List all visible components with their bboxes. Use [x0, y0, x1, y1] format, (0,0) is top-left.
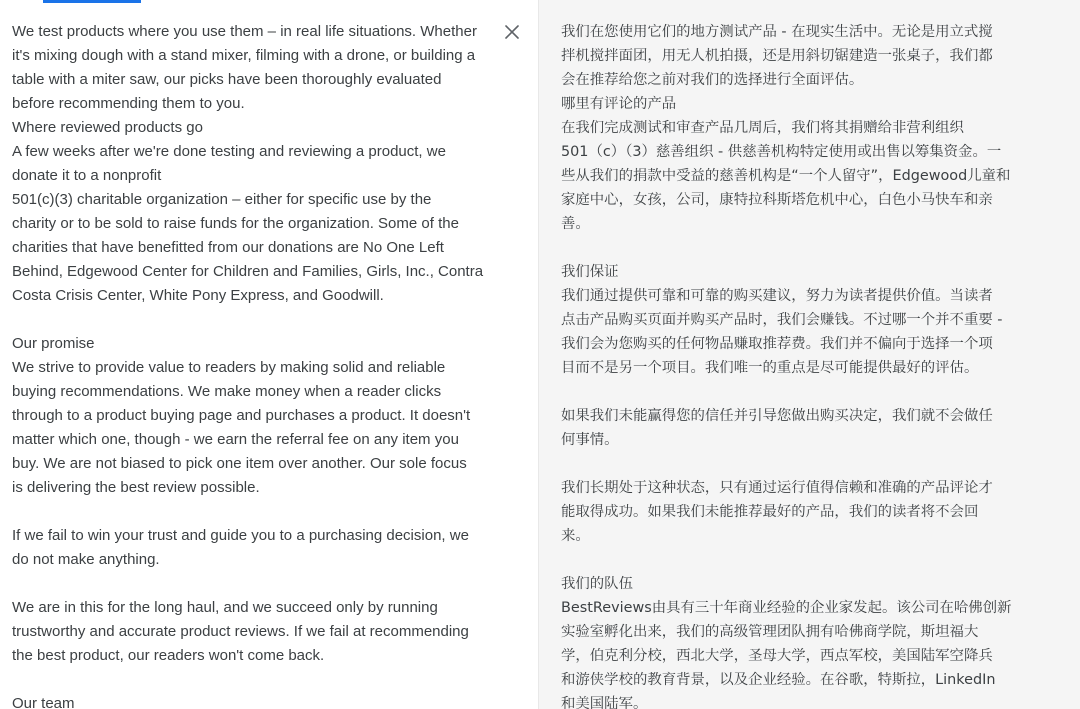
source-line: Our team	[12, 695, 75, 709]
translation-line: 我们保证	[561, 264, 619, 280]
source-line: 501(c)(3) charitable organization – either for specific use by the	[12, 191, 432, 208]
source-line: before recommending them to you.	[12, 95, 245, 112]
source-line	[12, 308, 492, 332]
translation-line: 我们会为您购买的任何物品赚取推荐费。我们并不偏向于选择一个项	[561, 336, 993, 352]
translation-line: 我们的队伍	[561, 576, 633, 592]
translation-line: 来。	[561, 528, 590, 544]
source-line: If we fail to win your trust and guide you to a purchasing decision, we	[12, 527, 469, 544]
source-line	[12, 572, 492, 596]
source-line: it's mixing dough with a stand mixer, filming with a drone, or building a	[12, 47, 476, 64]
translation-line: 善。	[561, 216, 590, 232]
source-line: A few weeks after we're done testing and reviewing a product, we	[12, 143, 446, 160]
source-line: trustworthy and accurate product reviews. If we fail at recommending	[12, 623, 469, 640]
translated-text	[561, 20, 1041, 709]
translation-pane	[538, 0, 1080, 709]
translation-line: 和游侠学校的教育背景，以及企业经验。在谷歌，特斯拉，LinkedIn	[561, 672, 996, 688]
translation-line: 实验室孵化出来，我们的高级管理团队拥有哈佛商学院，斯坦福大	[561, 624, 979, 640]
translation-line	[561, 452, 1041, 476]
translation-line: 拌机搅拌面团，用无人机拍摄，还是用斜切锯建造一张桌子，我们都	[561, 48, 993, 64]
translation-line: 家庭中心，女孩，公司，康特拉科斯塔危机中心，白色小马快车和亲	[561, 192, 993, 208]
source-line: Costa Crisis Center, White Pony Express, and Goodwill.	[12, 287, 384, 304]
close-icon	[505, 25, 519, 39]
translation-line: 些从我们的捐款中受益的慈善机构是“一个人留守”，Edgewood儿童和	[561, 168, 1011, 184]
translation-line	[561, 236, 1041, 260]
translation-line: 我们在您使用它们的地方测试产品 - 在现实生活中。无论是用立式搅	[561, 24, 993, 40]
active-tab-indicator	[43, 0, 141, 3]
translation-line: 如果我们未能赢得您的信任并引导您做出购买决定，我们就不会做任	[561, 408, 993, 424]
translation-line: 能取得成功。如果我们未能推荐最好的产品，我们的读者将不会回	[561, 504, 979, 520]
source-line: buy. We are not biased to pick one item over another. Our sole focus	[12, 455, 467, 472]
source-line: Where reviewed products go	[12, 119, 203, 136]
translation-line: BestReviews由具有三十年商业经验的企业家发起。该公司在哈佛创新	[561, 600, 1012, 616]
source-line	[12, 668, 492, 692]
source-line: is delivering the best review possible.	[12, 479, 260, 496]
clear-source-button[interactable]	[502, 22, 522, 42]
source-line	[12, 500, 492, 524]
translation-line: 点击产品购买页面并购买产品时，我们会赚钱。不过哪一个并不重要 -	[561, 312, 1003, 328]
source-line: We test products where you use them – in real life situations. Whether	[12, 23, 477, 40]
translation-line: 目而不是另一个项目。我们唯一的重点是尽可能提供最好的评估。	[561, 360, 979, 376]
translation-line: 何事情。	[561, 432, 619, 448]
translation-line: 学，伯克利分校，西北大学，圣母大学，西点军校，美国陆军空降兵	[561, 648, 993, 664]
source-line: table with a miter saw, our picks have been thoroughly evaluated	[12, 71, 442, 88]
translation-line: 会在推荐给您之前对我们的选择进行全面评估。	[561, 72, 864, 88]
source-line: buying recommendations. We make money when a reader clicks	[12, 383, 442, 400]
translation-line	[561, 548, 1041, 572]
translation-line: 501（c）（3）慈善组织 - 供慈善机构特定使用或出售以筹集资金。一	[561, 144, 1002, 160]
translation-line: 我们通过提供可靠和可靠的购买建议，努力为读者提供价值。当读者	[561, 288, 993, 304]
source-line: charity or to be sold to raise funds for the organization. Some of the	[12, 215, 459, 232]
source-line: matter which one, though - we earn the referral fee on any item you	[12, 431, 459, 448]
translation-line	[561, 380, 1041, 404]
source-line: through to a product buying page and purchases a product. It doesn't	[12, 407, 471, 424]
source-text-pane[interactable]	[0, 0, 538, 709]
source-line: Behind, Edgewood Center for Children and Families, Girls, Inc., Contra	[12, 263, 484, 280]
translation-line: 在我们完成测试和审查产品几周后，我们将其捐赠给非营利组织	[561, 120, 964, 136]
source-line: donate it to a nonprofit	[12, 167, 162, 184]
source-text[interactable]	[12, 20, 492, 709]
translation-line: 和美国陆军。	[561, 696, 648, 709]
source-line: We strive to provide value to readers by making solid and reliable	[12, 359, 446, 376]
source-line: do not make anything.	[12, 551, 160, 568]
translation-line: 我们长期处于这种状态，只有通过运行值得信赖和准确的产品评论才	[561, 480, 993, 496]
translation-line: 哪里有评论的产品	[561, 96, 677, 112]
source-line: Our promise	[12, 335, 95, 352]
source-line: charities that have benefitted from our donations are No One Left	[12, 239, 444, 256]
source-line: the best product, our readers won't come back.	[12, 647, 325, 664]
source-line: We are in this for the long haul, and we succeed only by running	[12, 599, 438, 616]
